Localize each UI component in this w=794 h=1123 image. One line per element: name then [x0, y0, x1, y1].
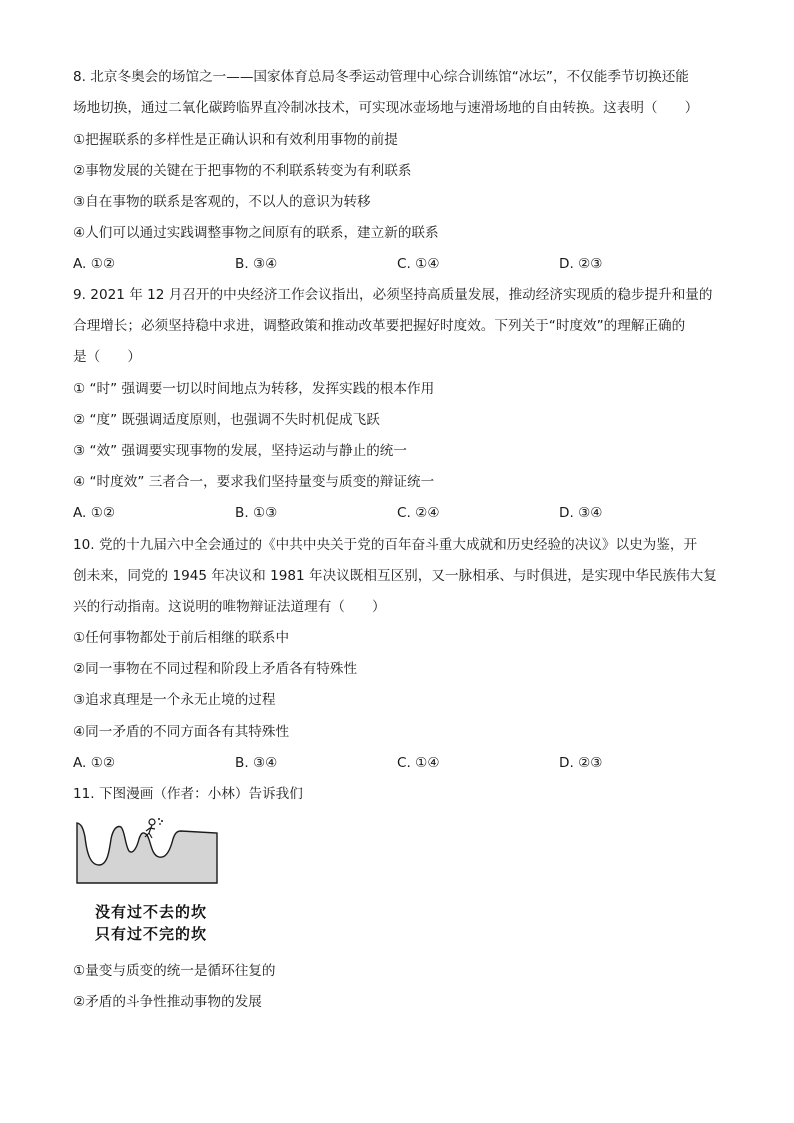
cartoon-image — [73, 815, 221, 950]
q11-stem: 11. 下图漫画（作者：小林）告诉我们 — [73, 786, 303, 802]
q8-item-2: ②事物发展的关键在于把事物的不利联系转变为有利联系 — [73, 163, 412, 179]
q10-stem-line-1: 10. 党的十九届六中全会通过的《中共中央关于党的百年奋斗重大成就和历史经验的决议》以史为鉴，开 — [73, 537, 698, 553]
q10-stem-line-3: 兴的行动指南。这说明的唯物辩证法道理有（ ） — [73, 599, 386, 615]
q9-stem-line-1: 9. 2021 年 12 月召开的中央经济工作会议指出，必须坚持高质量发展，推动经济实现质的稳步提升和量的 — [73, 287, 713, 303]
q9-option-b[interactable]: B. ①③ — [235, 505, 278, 521]
q9-item-2: ② “度” 既强调适度原则，也强调不失时机促成飞跃 — [73, 412, 380, 428]
cartoon-terrain-drawing — [73, 815, 221, 887]
q8-stem-line-1: 8. 北京冬奥会的场馆之一——国家体育总局冬季运动管理中心综合训练馆“冰坛”，不仅能季节切换还能 — [73, 69, 689, 85]
q10-option-c[interactable]: C. ①④ — [397, 755, 440, 771]
q10-item-2: ②同一事物在不同过程和阶段上矛盾各有特殊性 — [73, 661, 358, 677]
ground-with-pits — [77, 823, 217, 883]
q10-item-3: ③追求真理是一个永无止境的过程 — [73, 692, 276, 708]
cartoon-caption-line-2: 只有过不完的坎 — [95, 925, 208, 943]
q8-option-d[interactable]: D. ②③ — [559, 256, 603, 272]
q10-stem-line-2: 创未来，同党的 1945 年决议和 1981 年决议既相互区别，又一脉相承、与时俱进，是实现中华民族伟大复 — [73, 568, 717, 584]
q9-stem-line-2: 合理增长；必须坚持稳中求进，调整政策和推动改革要把握好时度效。下列关于“时度效”的理解正确的 — [73, 318, 686, 334]
q9-item-3: ③ “效” 强调要实现事物的发展，坚持运动与静止的统一 — [73, 443, 407, 459]
q10-option-a[interactable]: A. ①② — [73, 755, 116, 771]
q8-option-b[interactable]: B. ③④ — [235, 256, 278, 272]
q8-option-a[interactable]: A. ①② — [73, 256, 116, 272]
q9-option-c[interactable]: C. ②④ — [397, 505, 440, 521]
q9-item-4: ④ “时度效” 三者合一，要求我们坚持量变与质变的辩证统一 — [73, 474, 435, 490]
q10-item-4: ④同一矛盾的不同方面各有其特殊性 — [73, 724, 290, 740]
q8-options — [73, 254, 733, 274]
q8-item-4: ④人们可以通过实践调整事物之间原有的联系，建立新的联系 — [73, 225, 439, 241]
q10-option-b[interactable]: B. ③④ — [235, 755, 278, 771]
climber-figure — [145, 819, 155, 838]
q10-options — [73, 753, 733, 773]
cartoon-caption-line-1: 没有过不去的坎 — [95, 903, 208, 921]
q9-stem-line-3: 是（ ） — [73, 349, 141, 365]
q9-option-a[interactable]: A. ①② — [73, 505, 116, 521]
q8-item-1: ①把握联系的多样性是正确认识和有效利用事物的前提 — [73, 132, 398, 148]
q8-option-c[interactable]: C. ①④ — [397, 256, 440, 272]
q9-item-1: ① “时” 强调要一切以时间地点为转移，发挥实践的根本作用 — [73, 381, 435, 397]
q8-item-3: ③自在事物的联系是客观的，不以人的意识为转移 — [73, 194, 371, 210]
q11-item-1: ①量变与质变的统一是循环往复的 — [73, 963, 276, 979]
q9-options — [73, 503, 733, 523]
sweat-marks — [158, 818, 163, 825]
q10-option-d[interactable]: D. ②③ — [559, 755, 603, 771]
q10-item-1: ①任何事物都处于前后相继的联系中 — [73, 630, 290, 646]
q11-item-2: ②矛盾的斗争性推动事物的发展 — [73, 994, 262, 1010]
q9-option-d[interactable]: D. ③④ — [559, 505, 603, 521]
q8-stem-line-2: 场地切换，通过二氧化碳跨临界直冷制冰技术，可实现冰壶场地与速滑场地的自由转换。这表明（ ） — [73, 100, 699, 116]
